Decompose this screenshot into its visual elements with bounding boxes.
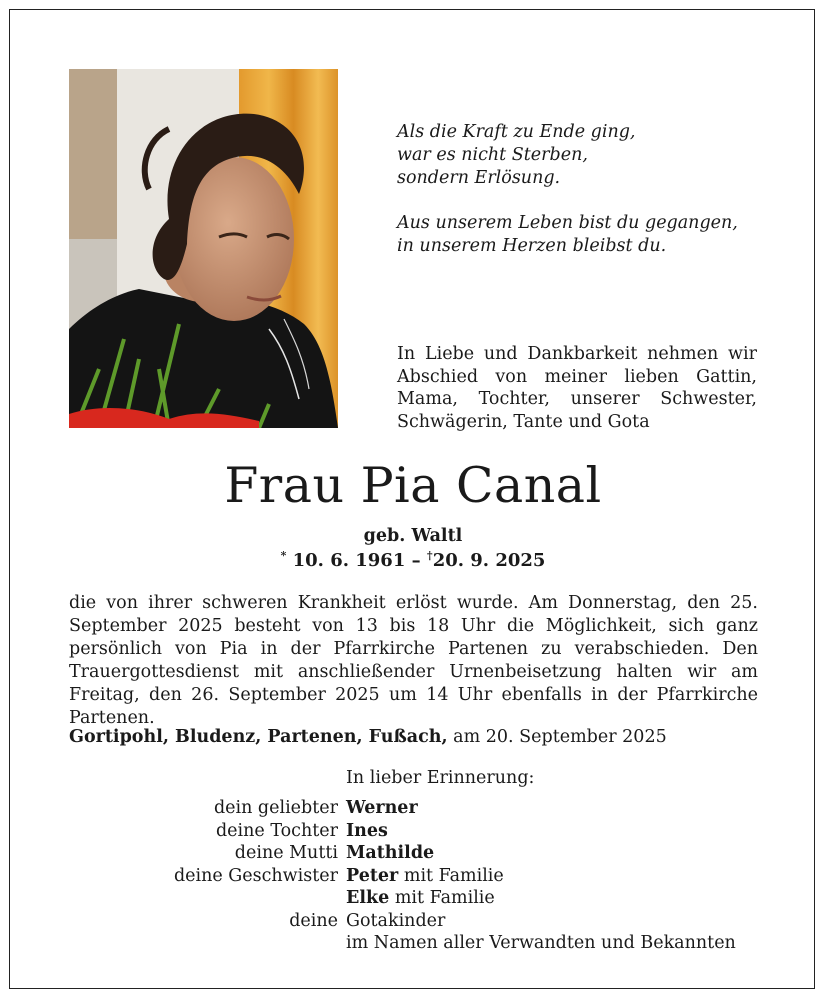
death-symbol: † [426, 549, 433, 562]
mourner-relation: deine Geschwister [173, 865, 338, 886]
places-names: Gortipohl, Bludenz, Partenen, Fußach, [69, 727, 448, 747]
mourners-list [0, 797, 826, 955]
poem-line: war es nicht Sterben, [397, 145, 588, 165]
mourner-name: Elke [346, 888, 390, 908]
mourner-row [0, 910, 826, 933]
birth-date: 10. 6. 1961 [292, 550, 406, 571]
date-separator: – [411, 550, 421, 571]
mourner-row [0, 820, 826, 843]
mourner-row [0, 865, 826, 888]
mourner-relation: deine Mutti [234, 843, 338, 863]
mourner-row [0, 932, 826, 955]
mourner-suffix: mit Familie [394, 888, 495, 908]
poem [397, 121, 777, 258]
mourner-name: Peter [346, 865, 399, 886]
mourner-row [0, 842, 826, 865]
memory-heading: In lieber Erinnerung: [346, 768, 535, 788]
poem-line: sondern Erlösung. [397, 168, 561, 188]
mourner-relation: deine [289, 910, 338, 931]
death-date: 20. 9. 2025 [432, 550, 546, 571]
mourner-suffix: mit Familie [403, 865, 504, 886]
mourner-name: Ines [346, 820, 388, 841]
poem-line: in unserem Herzen bleibst du. [397, 236, 667, 256]
poem-line: Aus unserem Leben bist du gegangen, [397, 213, 738, 233]
mourner-row [0, 887, 826, 910]
mourner-relation: deine Tochter [215, 820, 338, 841]
mourner-name: Werner [346, 798, 418, 818]
funeral-details: die von ihrer schweren Krankheit erlöst wurde. Am Donnerstag, den 25. September 2025 besteht von 13 bis 18 Uhr die Möglichkeit, sich ganz persönlich von Pia in der Pfarrkirche Partenen zu verabschieden. Den Trauergottesdienst mit anschließender Urnenbeisetzung halten wir am Freitag, den 26. September 2025 um 14 Uhr ebenfalls in der Pfarrkirche Partenen. [69, 593, 758, 728]
mourner-suffix: im Namen aller Verwandten und Bekannten [346, 933, 736, 953]
poem-line: Als die Kraft zu Ende ging, [397, 122, 636, 142]
farewell-intro: In Liebe und Dankbarkeit nehmen wir Abschied von meiner lieben Gattin, Mama, Tochter, unserer Schwester, Schwägerin, Tante und Gota [397, 344, 757, 432]
birth-symbol: * [280, 549, 287, 562]
deceased-name: Frau Pia Canal [224, 457, 602, 514]
places-line [69, 727, 667, 747]
mourner-suffix: Gotakinder [346, 910, 446, 931]
mourner-name: Mathilde [346, 843, 435, 863]
life-dates [0, 549, 826, 571]
birth-name: geb. Waltl [363, 526, 463, 546]
mourner-relation: dein geliebter [213, 798, 338, 818]
places-date: am 20. September 2025 [453, 727, 667, 747]
portrait-photo [69, 69, 338, 428]
mourner-row [0, 797, 826, 820]
